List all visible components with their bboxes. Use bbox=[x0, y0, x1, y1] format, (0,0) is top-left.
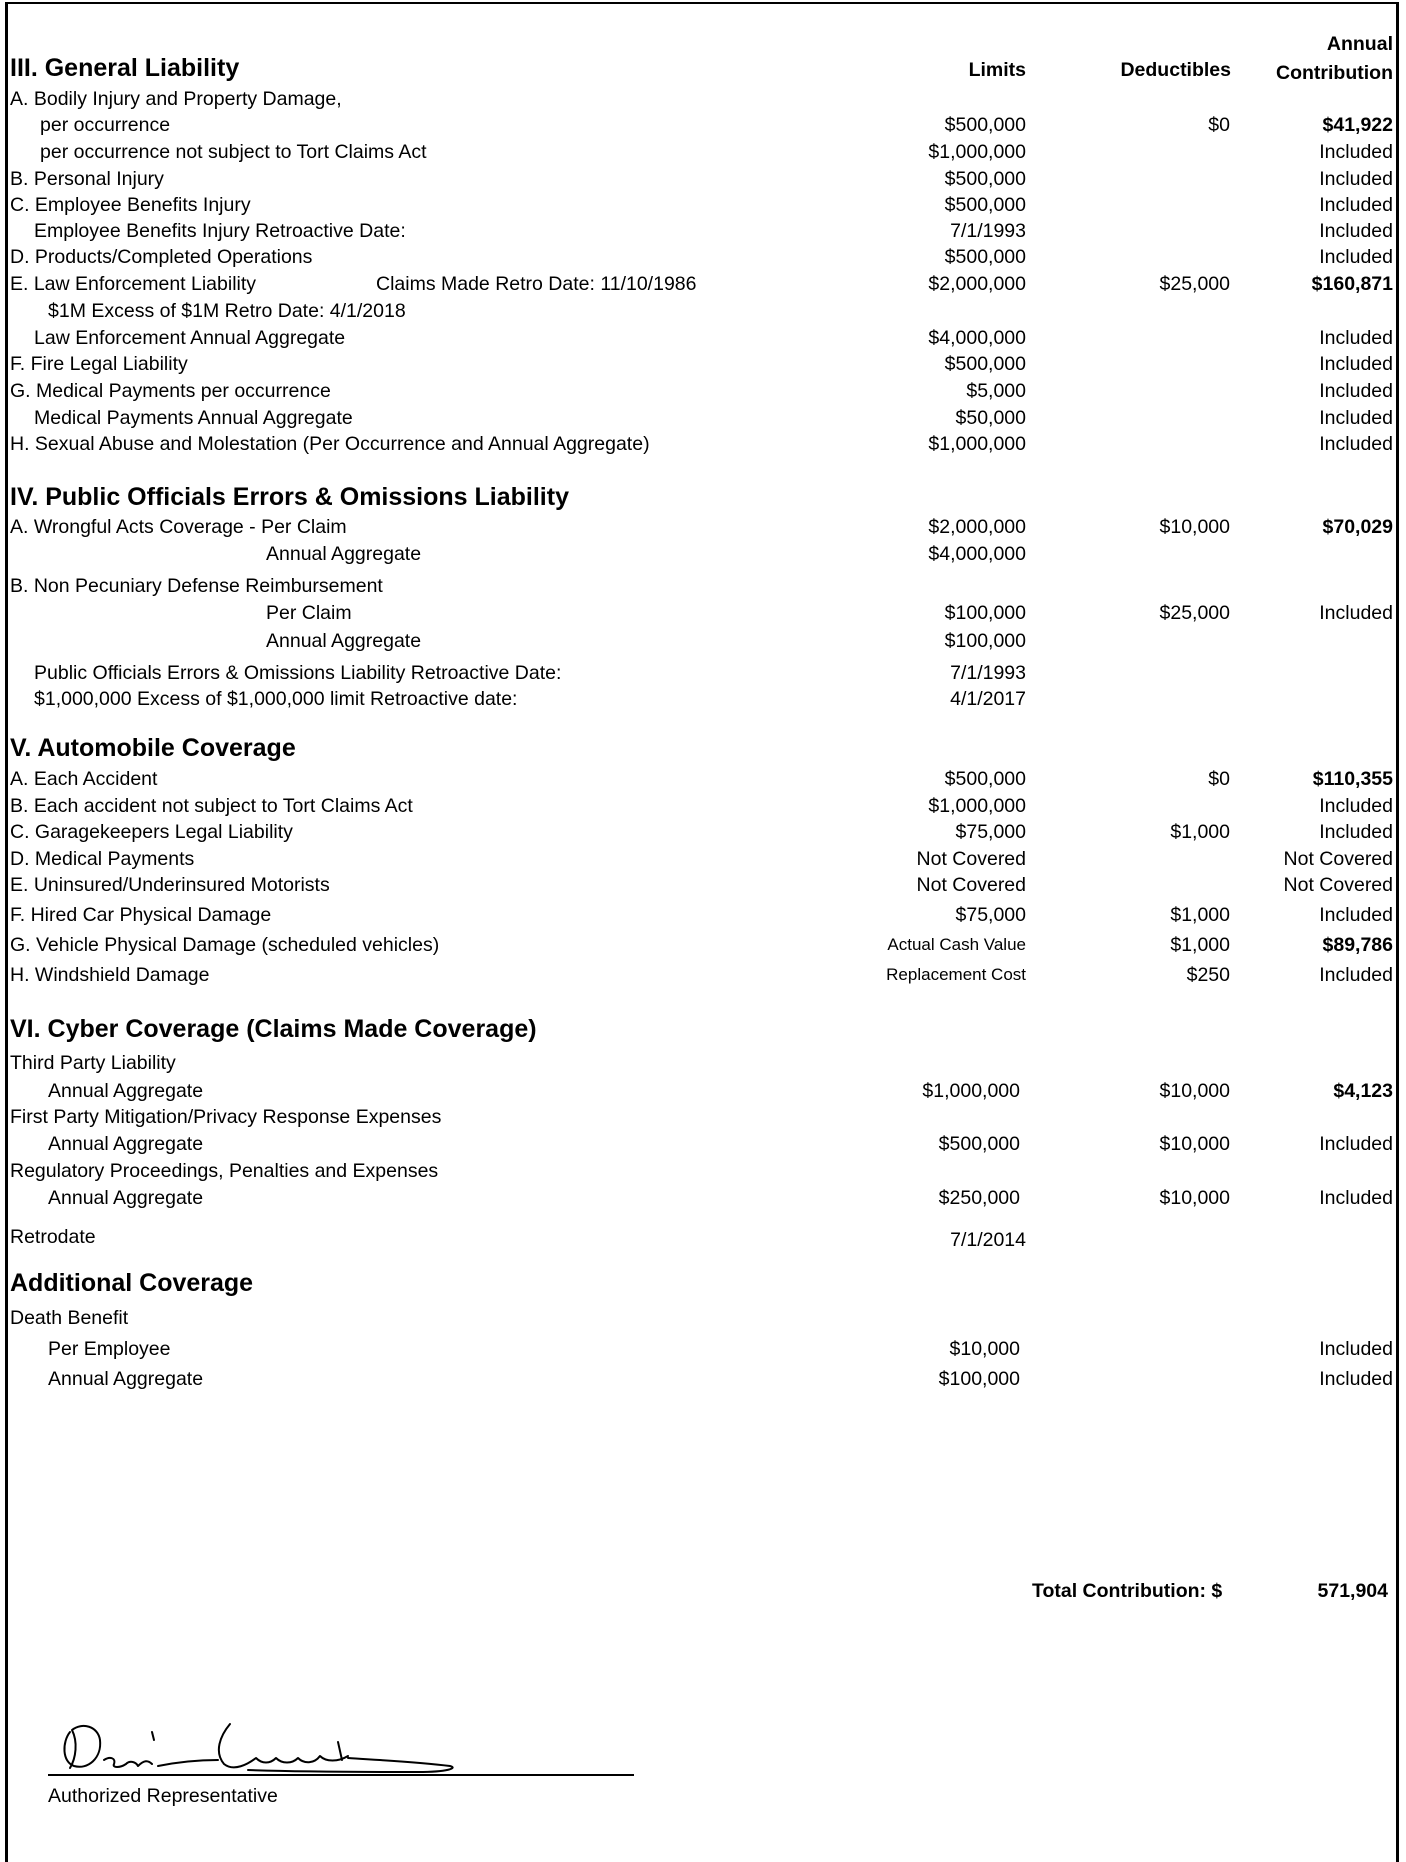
row-label: C. Garagekeepers Legal Liability bbox=[10, 821, 293, 843]
total-contribution-label: Total Contribution: $ bbox=[1032, 1580, 1223, 1602]
row-limit: Not Covered bbox=[916, 848, 1026, 870]
row-label: D. Medical Payments bbox=[10, 848, 195, 870]
signature-caption: Authorized Representative bbox=[48, 1785, 278, 1807]
row-contribution: Included bbox=[1319, 1187, 1393, 1209]
row-contribution: Included bbox=[1319, 353, 1393, 375]
row-deductible: $10,000 bbox=[1159, 516, 1230, 538]
row-label: Annual Aggregate bbox=[48, 1133, 204, 1155]
row-label: E. Uninsured/Underinsured Motorists bbox=[10, 874, 330, 896]
row-label: Per Claim bbox=[266, 602, 352, 624]
row-contribution: Included bbox=[1319, 141, 1393, 163]
row-deductible: $1,000 bbox=[1170, 821, 1230, 843]
header-contribution: Contribution bbox=[1276, 62, 1393, 84]
row-label: A. Each Accident bbox=[10, 768, 158, 790]
row-deductible: $250 bbox=[1186, 964, 1230, 986]
row-deductible: $10,000 bbox=[1159, 1133, 1230, 1155]
section-title-public-officials: IV. Public Officials Errors & Omissions Liability bbox=[10, 483, 569, 511]
row-label: Medical Payments Annual Aggregate bbox=[34, 407, 353, 429]
row-limit: $1,000,000 bbox=[928, 795, 1026, 817]
row-label: First Party Mitigation/Privacy Response Expenses bbox=[10, 1106, 442, 1128]
row-label: A. Bodily Injury and Property Damage, bbox=[10, 88, 342, 110]
row-limit: $100,000 bbox=[944, 602, 1026, 624]
row-label: Employee Benefits Injury Retroactive Date: bbox=[34, 220, 406, 242]
row-limit: 7/1/1993 bbox=[950, 220, 1026, 242]
row-deductible: $1,000 bbox=[1170, 904, 1230, 926]
row-limit: $5,000 bbox=[966, 380, 1026, 402]
row-label: E. Law Enforcement Liability bbox=[10, 273, 257, 295]
row-label: $1,000,000 Excess of $1,000,000 limit Retroactive date: bbox=[34, 688, 518, 710]
row-limit: Replacement Cost bbox=[886, 965, 1026, 984]
row-label: Annual Aggregate bbox=[48, 1080, 204, 1102]
section-title-automobile: V. Automobile Coverage bbox=[10, 734, 296, 762]
row-label: Regulatory Proceedings, Penalties and Expenses bbox=[10, 1160, 439, 1182]
row-label: Public Officials Errors & Omissions Liability Retroactive Date: bbox=[34, 662, 562, 684]
row-label: per occurrence not subject to Tort Claims Act bbox=[40, 141, 427, 163]
row-deductible: $25,000 bbox=[1159, 602, 1230, 624]
row-label: per occurrence bbox=[40, 114, 171, 136]
row-limit: 7/1/2014 bbox=[950, 1229, 1026, 1251]
header-limits: Limits bbox=[968, 59, 1026, 81]
row-contribution: Included bbox=[1319, 602, 1393, 624]
row-contribution: Not Covered bbox=[1283, 874, 1393, 896]
row-contribution: $110,355 bbox=[1312, 768, 1393, 790]
row-limit: $1,000,000 bbox=[922, 1080, 1020, 1102]
row-limit: $50,000 bbox=[955, 407, 1026, 429]
row-limit: Actual Cash Value bbox=[887, 935, 1026, 954]
row-limit: Not Covered bbox=[916, 874, 1026, 896]
row-limit: $500,000 bbox=[944, 114, 1026, 136]
section-title-cyber: VI. Cyber Coverage (Claims Made Coverage) bbox=[10, 1015, 537, 1043]
row-limit: $500,000 bbox=[944, 246, 1026, 268]
row-label: H. Windshield Damage bbox=[10, 964, 210, 986]
row-label: G. Vehicle Physical Damage (scheduled vehicles) bbox=[10, 934, 440, 956]
row-label: Annual Aggregate bbox=[48, 1368, 204, 1390]
row-label: B. Non Pecuniary Defense Reimbursement bbox=[10, 575, 383, 597]
row-label: Annual Aggregate bbox=[48, 1187, 204, 1209]
section-title-additional: Additional Coverage bbox=[10, 1269, 254, 1297]
row-limit: 4/1/2017 bbox=[950, 688, 1026, 710]
row-deductible: $25,000 bbox=[1159, 273, 1230, 295]
row-contribution: Included bbox=[1319, 194, 1393, 216]
row-contribution: Not Covered bbox=[1283, 848, 1393, 870]
row-label: C. Employee Benefits Injury bbox=[10, 194, 251, 216]
section-title-general-liability: III. General Liability bbox=[10, 54, 240, 82]
header-annual: Annual bbox=[1326, 33, 1393, 55]
row-deductible: $1,000 bbox=[1170, 934, 1230, 956]
row-contribution: Included bbox=[1319, 380, 1393, 402]
row-contribution: Included bbox=[1319, 1368, 1393, 1390]
row-contribution: Included bbox=[1319, 1133, 1393, 1155]
row-limit: $1,000,000 bbox=[928, 433, 1026, 455]
row-deductible: $10,000 bbox=[1159, 1080, 1230, 1102]
row-contribution: $41,922 bbox=[1322, 114, 1393, 136]
row-limit: $1,000,000 bbox=[928, 141, 1026, 163]
row-label: F. Fire Legal Liability bbox=[10, 353, 188, 375]
row-deductible: $10,000 bbox=[1159, 1187, 1230, 1209]
row-contribution: Included bbox=[1319, 168, 1393, 190]
total-contribution-value: 571,904 bbox=[1317, 1580, 1388, 1602]
header-deductibles: Deductibles bbox=[1120, 59, 1231, 81]
row-limit: $500,000 bbox=[944, 353, 1026, 375]
row-limit: $10,000 bbox=[949, 1338, 1020, 1360]
row-deductible: $0 bbox=[1208, 768, 1230, 790]
row-label: Per Employee bbox=[48, 1338, 171, 1360]
row-limit: $250,000 bbox=[938, 1187, 1020, 1209]
row-label: D. Products/Completed Operations bbox=[10, 246, 313, 268]
row-contribution: $89,786 bbox=[1322, 934, 1393, 956]
row-label: B. Each accident not subject to Tort Claims Act bbox=[10, 795, 413, 817]
row-contribution: Included bbox=[1319, 821, 1393, 843]
row-label: B. Personal Injury bbox=[10, 168, 164, 190]
row-limit: $500,000 bbox=[944, 168, 1026, 190]
row-label: Annual Aggregate bbox=[266, 543, 422, 565]
row-limit: $4,000,000 bbox=[928, 543, 1026, 565]
row-limit: $500,000 bbox=[944, 194, 1026, 216]
row-limit: $4,000,000 bbox=[928, 327, 1026, 349]
row-limit: $75,000 bbox=[955, 904, 1026, 926]
signature-image bbox=[48, 1680, 488, 1775]
row-contribution: Included bbox=[1319, 1338, 1393, 1360]
row-deductible: $0 bbox=[1208, 114, 1230, 136]
row-label: Retrodate bbox=[10, 1226, 96, 1248]
row-limit: $2,000,000 bbox=[928, 273, 1026, 295]
row-limit: $100,000 bbox=[938, 1368, 1020, 1390]
row-contribution: Included bbox=[1319, 964, 1393, 986]
row-contribution: $160,871 bbox=[1311, 273, 1393, 295]
row-limit: $100,000 bbox=[944, 630, 1026, 652]
row-limit: $500,000 bbox=[944, 768, 1026, 790]
row-label: Third Party Liability bbox=[10, 1052, 176, 1074]
row-limit: $2,000,000 bbox=[928, 516, 1026, 538]
row-label: A. Wrongful Acts Coverage - Per Claim bbox=[10, 516, 347, 538]
signature-line bbox=[48, 1774, 634, 1776]
row-label: Death Benefit bbox=[10, 1307, 129, 1329]
claims-made-retro-date: Claims Made Retro Date: 11/10/1986 bbox=[376, 273, 697, 295]
row-label: H. Sexual Abuse and Molestation (Per Occurrence and Annual Aggregate) bbox=[10, 433, 650, 455]
row-contribution: Included bbox=[1319, 433, 1393, 455]
row-label: F. Hired Car Physical Damage bbox=[10, 904, 272, 926]
row-label: $1M Excess of $1M Retro Date: 4/1/2018 bbox=[48, 300, 406, 322]
row-contribution: $4,123 bbox=[1333, 1080, 1393, 1102]
row-label: Law Enforcement Annual Aggregate bbox=[34, 327, 346, 349]
row-contribution: Included bbox=[1319, 904, 1393, 926]
row-contribution: Included bbox=[1319, 246, 1393, 268]
row-contribution: Included bbox=[1319, 795, 1393, 817]
row-label: G. Medical Payments per occurrence bbox=[10, 380, 331, 402]
row-limit: $75,000 bbox=[955, 821, 1026, 843]
row-limit: 7/1/1993 bbox=[950, 662, 1026, 684]
row-contribution: Included bbox=[1319, 220, 1393, 242]
row-label: Annual Aggregate bbox=[266, 630, 422, 652]
row-limit: $500,000 bbox=[938, 1133, 1020, 1155]
row-contribution: Included bbox=[1319, 327, 1393, 349]
row-contribution: $70,029 bbox=[1322, 516, 1393, 538]
row-contribution: Included bbox=[1319, 407, 1393, 429]
